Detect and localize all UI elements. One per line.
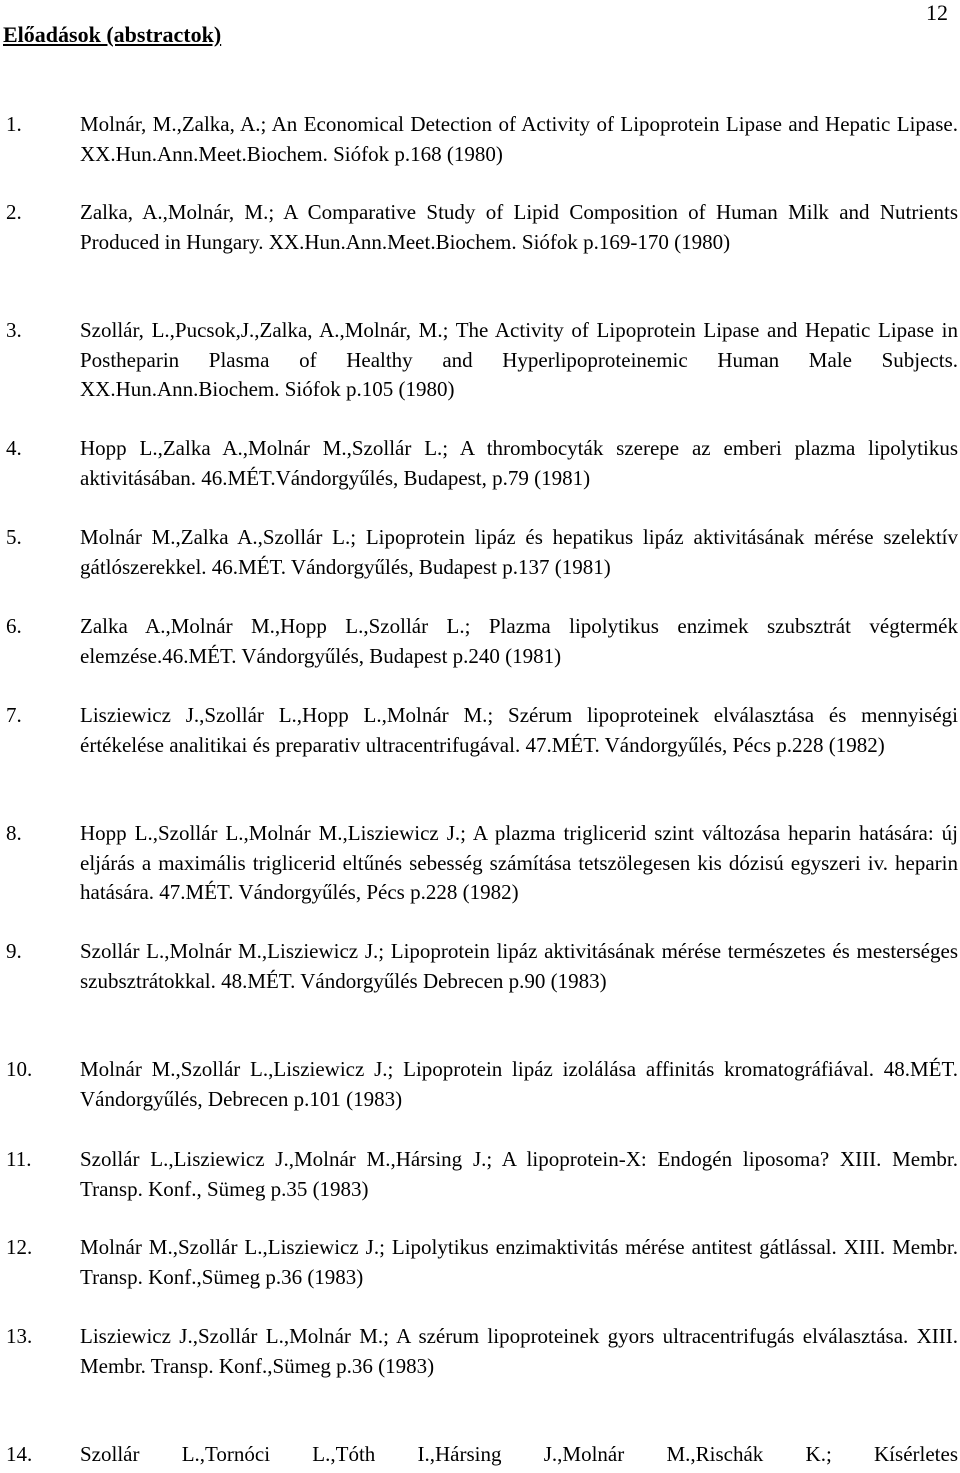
entry-text: Molnár, M.,Zalka, A.; An Economical Detection of Activity of Lipoprotein Lipase and Hepatic Lipase. XX.Hun.Ann.Meet.Biochem. Siófok p.168 (1980) xyxy=(80,112,958,166)
reference-entry xyxy=(6,316,958,405)
entry-number: 9. xyxy=(6,939,22,963)
entry-text: Szollár, L.,Pucsok,J.,Zalka, A.,Molnár, M.; The Activity of Lipoprotein Lipase and Hepatic Lipase in Postheparin Plasma of Healthy and Hyperlipoproteinemic Human Male Subjects. XX.Hun.Ann.Biochem. Siófok p.105 (1980) xyxy=(80,318,958,402)
reference-entry xyxy=(6,701,958,760)
entry-text: Molnár M.,Szollár L.,Lisziewicz J.; Lipoprotein lipáz izolálása affinitás kromatográfiával. 48.MÉT. Vándorgyűlés, Debrecen p.101 (1983) xyxy=(80,1057,958,1111)
entry-number: 13. xyxy=(6,1324,33,1348)
reference-entry xyxy=(6,819,958,908)
reference-entry xyxy=(6,110,958,169)
reference-entry xyxy=(6,434,958,493)
entry-text: Szollár L.,Lisziewicz J.,Molnár M.,Hársing J.; A lipoprotein-X: Endogén liposoma? XIII. Membr. Transp. Konf., Sümeg p.35 (1983) xyxy=(80,1147,958,1201)
entry-text: Molnár M.,Szollár L.,Lisziewicz J.; Lipolytikus enzimaktivitás mérése antitest gátlással. XIII. Membr. Transp. Konf.,Sümeg p.36 (1983) xyxy=(80,1235,958,1289)
entry-number: 6. xyxy=(6,614,22,638)
entry-number: 10. xyxy=(6,1057,33,1081)
entry-number: 14. xyxy=(6,1442,33,1466)
entry-text: Szollár L.,Tornóci L.,Tóth I.,Hársing J.,Molnár M.,Rischák K.; Kísérletes xyxy=(80,1442,958,1466)
entry-text: Zalka A.,Molnár M.,Hopp L.,Szollár L.; Plazma lipolytikus enzimek szubsztrát végtermék elemzése.46.MÉT. Vándorgyűlés, Budapest p.240 (1981) xyxy=(80,614,958,668)
entry-number: 4. xyxy=(6,436,22,460)
reference-entry xyxy=(6,1440,958,1470)
reference-entry xyxy=(6,198,958,257)
entry-text: Lisziewicz J.,Szollár L.,Molnár M.; A szérum lipoproteinek gyors ultracentrifugás elválasztása. XIII. Membr. Transp. Konf.,Sümeg p.36 (1983) xyxy=(80,1324,958,1378)
reference-entry xyxy=(6,1322,958,1381)
reference-entry xyxy=(6,523,958,582)
entry-text: Hopp L.,Szollár L.,Molnár M.,Lisziewicz J.; A plazma triglicerid szint változása heparin hatására: új eljárás a maximális triglicerid eltűnés sebesség számítása tetszölegesen kis dózisú egyszeri iv. heparin hatására. 47.MÉT. Vándorgyűlés, Pécs p.228 (1982) xyxy=(80,821,958,905)
entry-number: 12. xyxy=(6,1235,33,1259)
entry-number: 2. xyxy=(6,200,22,224)
reference-entry xyxy=(6,1055,958,1114)
entry-text: Hopp L.,Zalka A.,Molnár M.,Szollár L.; A thrombocyták szerepe az emberi plazma lipolytikus aktivitásában. 46.MÉT.Vándorgyűlés, Budapest, p.79 (1981) xyxy=(80,436,958,490)
entry-text: Lisziewicz J.,Szollár L.,Hopp L.,Molnár M.; Szérum lipoproteinek elválasztása és mennyiségi értékelése analitikai és preparativ ultracentrifugával. 47.MÉT. Vándorgyűlés, Pécs p.228 (1982) xyxy=(80,703,958,757)
entry-text: Szollár L.,Molnár M.,Lisziewicz J.; Lipoprotein lipáz aktivitásának mérése természetes és mesterséges szubsztrátokkal. 48.MÉT. Vándorgyűlés Debrecen p.90 (1983) xyxy=(80,939,958,993)
reference-entry xyxy=(6,1145,958,1204)
entry-text: Molnár M.,Zalka A.,Szollár L.; Lipoprotein lipáz és hepatikus lipáz aktivitásának mérése szelektív gátlószerekkel. 46.MÉT. Vándorgyűlés, Budapest p.137 (1981) xyxy=(80,525,958,579)
entry-number: 7. xyxy=(6,703,22,727)
reference-entry xyxy=(6,1233,958,1292)
entry-number: 8. xyxy=(6,821,22,845)
page-number: 12 xyxy=(926,0,948,25)
entry-number: 5. xyxy=(6,525,22,549)
entry-number: 1. xyxy=(6,112,22,136)
entry-text: Zalka, A.,Molnár, M.; A Comparative Study of Lipid Composition of Human Milk and Nutrients Produced in Hungary. XX.Hun.Ann.Meet.Biochem. Siófok p.169-170 (1980) xyxy=(80,200,958,254)
entry-number: 3. xyxy=(6,318,22,342)
reference-entry xyxy=(6,612,958,671)
reference-entry xyxy=(6,937,958,996)
section-title: Előadások (abstractok) xyxy=(3,22,222,47)
entry-number: 11. xyxy=(6,1147,32,1171)
